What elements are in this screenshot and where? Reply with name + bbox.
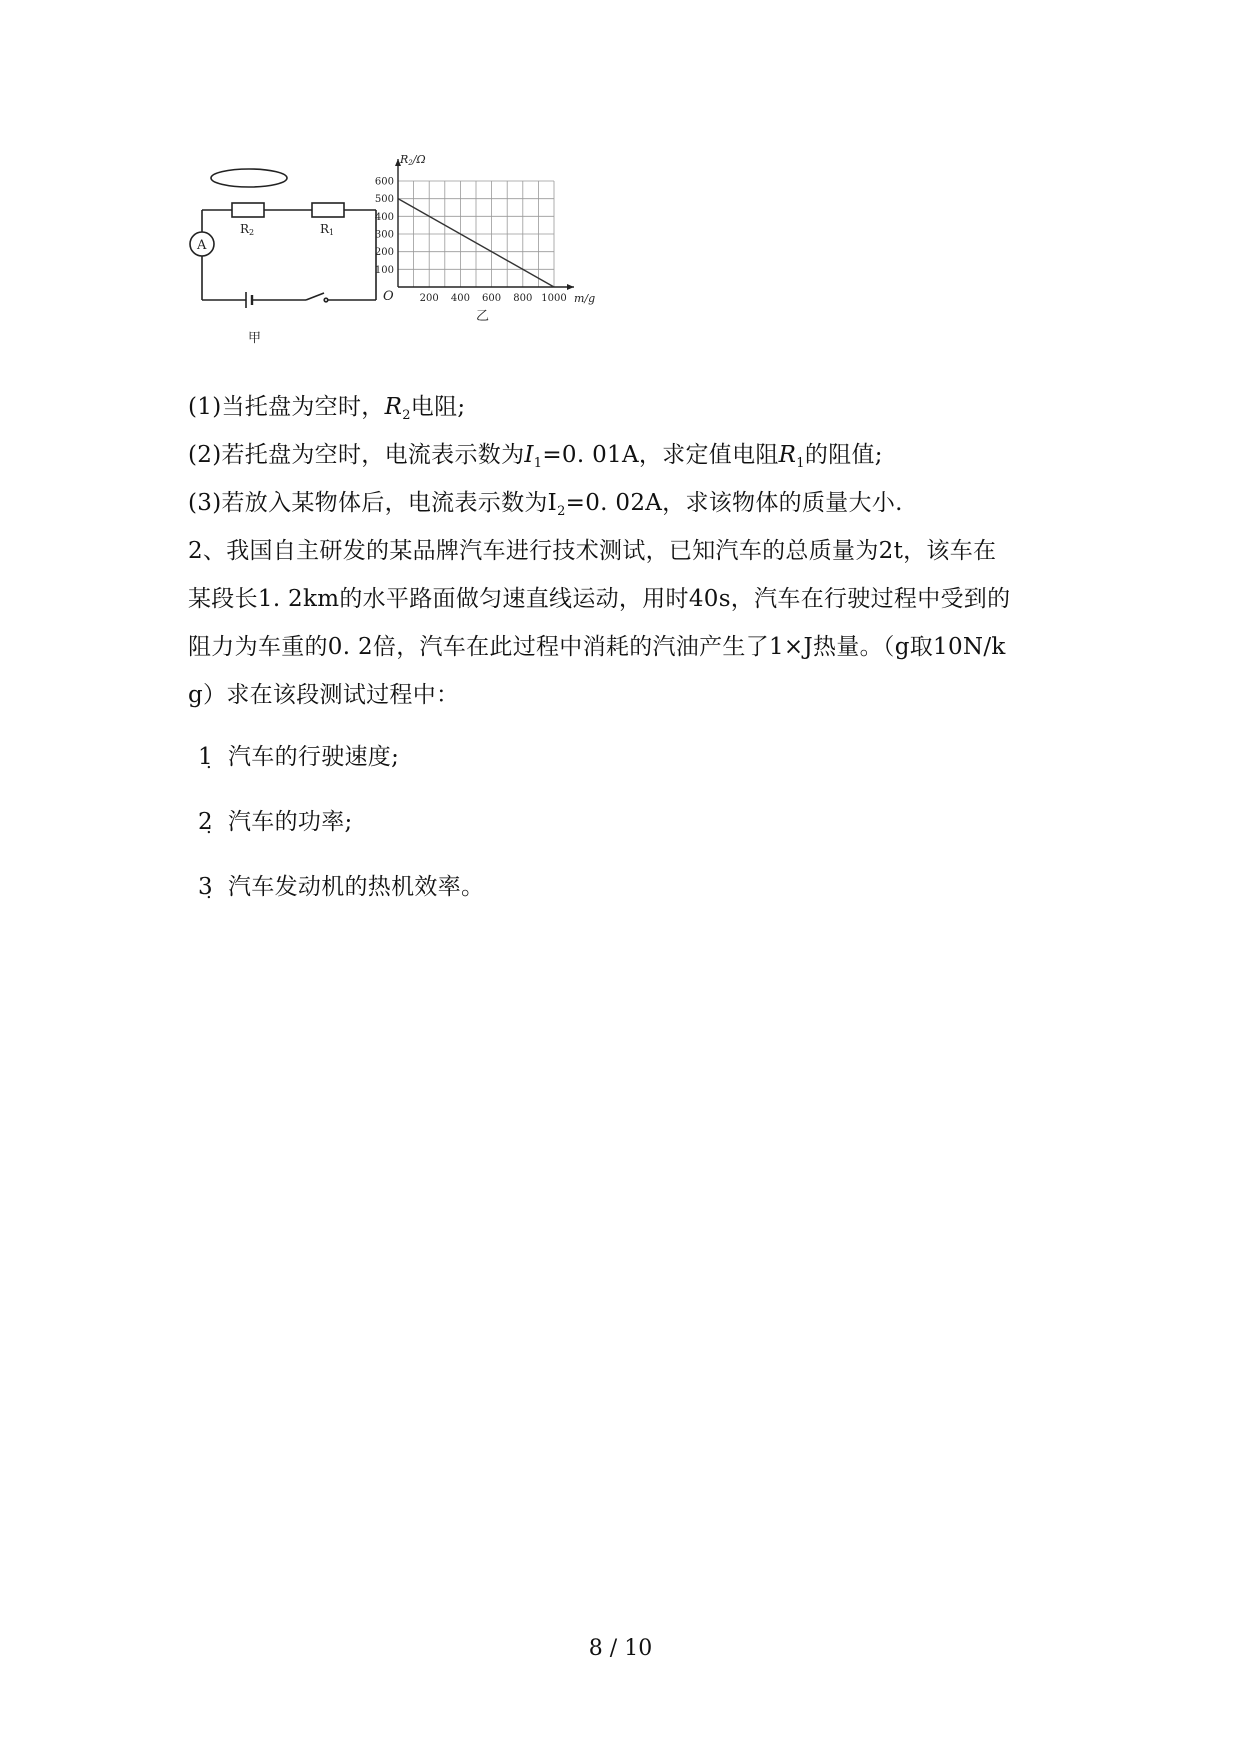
figures [180,153,700,370]
graph-origin: O [383,289,394,304]
x-tick-label: 800 [513,293,533,304]
resistor-r2 [232,203,264,217]
x-tick-label: 1000 [541,293,567,304]
figure-left-caption: 甲 [248,331,262,346]
sub-question-1: 1 . 汽车的行驶速度; [198,738,399,771]
resistor-r1 [312,203,344,217]
sub-question-2: 2 . 汽车的功率; [198,803,353,836]
x-tick-label: 400 [450,293,470,304]
x-tick-label: 200 [419,293,439,304]
graph-x-label: m/g [574,292,596,305]
y-tick-label: 400 [374,211,394,223]
question-2: (2)若托盘为空时，电流表示数为$I_1=0$. 01A，求定值电阻$R_1$的阻值; [188,442,883,471]
ammeter-label: A [197,238,207,253]
question-3: (3)若放入某物体后，电流表示数为$I_2=0$. 02A，求该物体的质量大小. [188,490,903,519]
r2-label: R2 [240,222,255,237]
tray-ellipse [211,169,287,187]
switch-contact [324,298,328,302]
circuit-diagram [190,169,376,308]
problem-2-line-1: 2、我国自主研发的某品牌汽车进行技术测试，已知汽车的总质量为2t，该车在 [188,538,997,564]
y-tick-label: 100 [374,264,394,276]
problem-2-line-3: 阻力为车重的0. 2倍，汽车在此过程中消耗的汽油产生了1×J热量。（g取10N/k [188,634,1006,660]
x-tick-label: 600 [482,293,502,304]
y-tick-label: 500 [374,194,394,206]
problem-2-line-2: 某段长1. 2km的水平路面做匀速直线运动，用时40s，汽车在行驶过程中受到的 [188,586,1011,612]
x-axis-arrow [567,284,574,290]
sub-question-3: 3 . 汽车发动机的热机效率。 [198,868,484,901]
problem-2-line-4: g）求在该段测试过程中： [188,682,460,708]
question-1: (1)当托盘为空时，$R_2$电阻; [188,394,466,423]
resistance-mass-graph [375,159,574,304]
switch-blade [306,293,324,300]
y-tick-label: 300 [374,229,394,241]
y-tick-label: 200 [374,247,394,259]
y-tick-label: 600 [374,176,394,188]
figure-right-caption: 乙 [476,309,490,324]
text-block [188,383,1058,719]
graph-y-label: R2/Ω [400,153,426,167]
r1-label: R1 [320,222,335,237]
page-number: 8 / 10 [588,1636,653,1661]
